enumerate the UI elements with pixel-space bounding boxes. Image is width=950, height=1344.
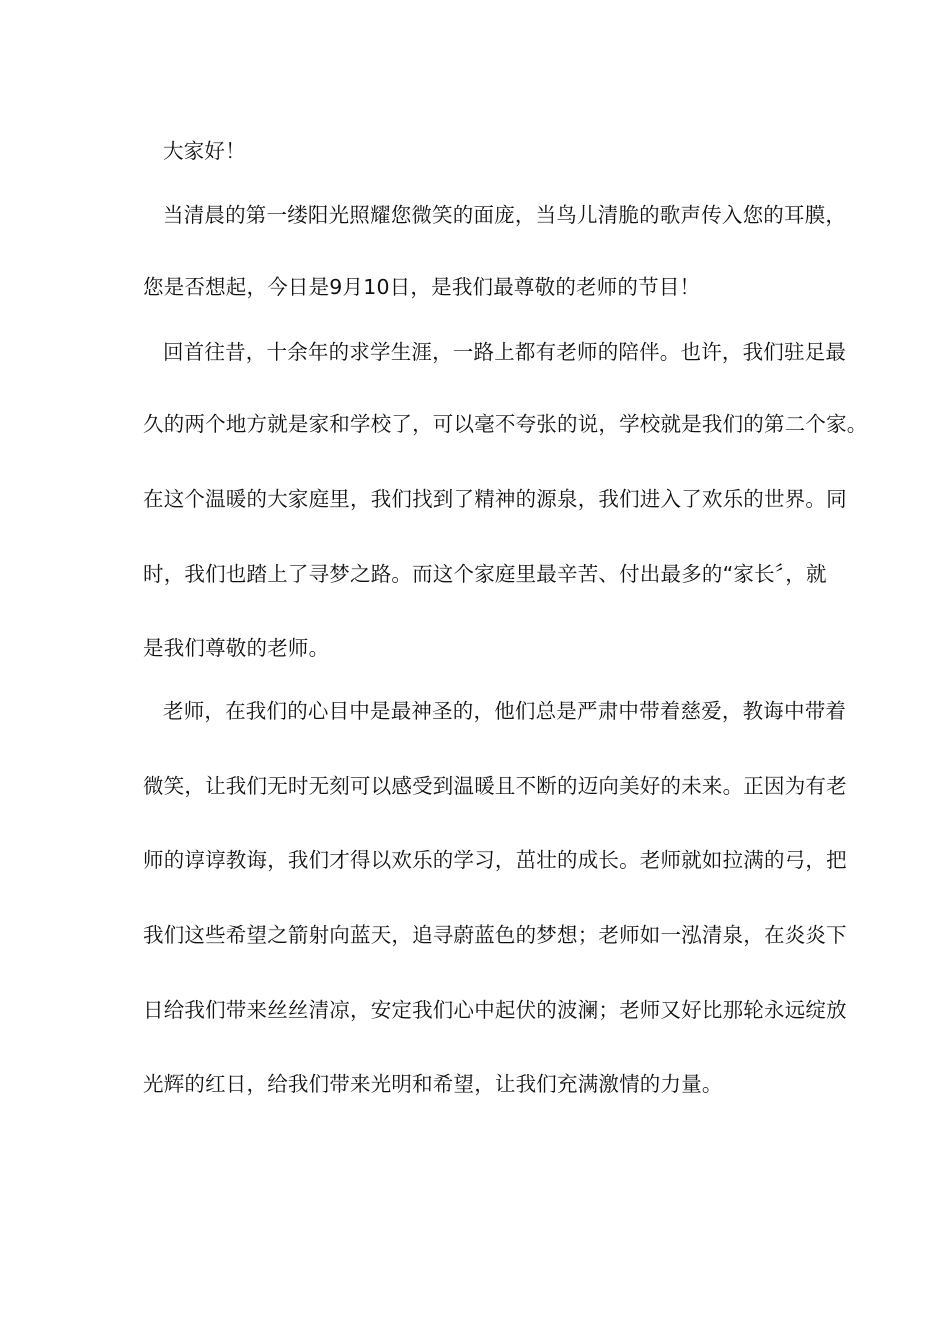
paragraph-2-line-4: 时，我们也踏上了寻梦之路。而这个家庭里最辛苦、付出最多的“家长〞，就 [143, 562, 827, 586]
paragraph-3-line-6: 光辉的红日，给我们带来光明和希望，让我们充满激情的力量。 [143, 1072, 723, 1096]
paragraph-2-line-3: 在这个温暖的大家庭里，我们找到了精神的源泉，我们进入了欢乐的世界。同 [143, 487, 847, 511]
paragraph-3-line-1: 老师，在我们的心目中是最神圣的，他们总是严肃中带着慈爱，教诲中带着 [163, 699, 847, 723]
paragraph-3-line-5: 日给我们带来丝丝清凉，安定我们心中起伏的波澜；老师又好比那轮永远绽放 [143, 998, 847, 1022]
paragraph-2-line-5: 是我们尊敬的老师。 [143, 636, 330, 660]
greeting: 大家好！ [163, 139, 246, 163]
paragraph-3-line-2: 微笑，让我们无时无刻可以感受到温暖且不断的迈向美好的未来。正因为有老 [143, 774, 847, 798]
paragraph-2-line-1: 回首往昔，十余年的求学生涯，一路上都有老师的陪伴。也许，我们驻足最 [163, 340, 847, 364]
paragraph-2-line-2: 久的两个地方就是家和学校了，可以毫不夸张的说，学校就是我们的第二个家。 [143, 412, 868, 436]
paragraph-1-line-2: 您是否想起，今日是9月10日，是我们最尊敬的老师的节目！ [143, 275, 701, 299]
paragraph-3-line-3: 师的谆谆教诲，我们才得以欢乐的学习，茁壮的成长。老师就如拉满的弓，把 [143, 848, 847, 872]
paragraph-1-line-1: 当清晨的第一缕阳光照耀您微笑的面庞，当鸟儿清脆的歌声传入您的耳膜， [163, 203, 847, 227]
paragraph-3-line-4: 我们这些希望之箭射向蓝天，追寻蔚蓝色的梦想；老师如一泓清泉，在炎炎下 [143, 923, 847, 947]
